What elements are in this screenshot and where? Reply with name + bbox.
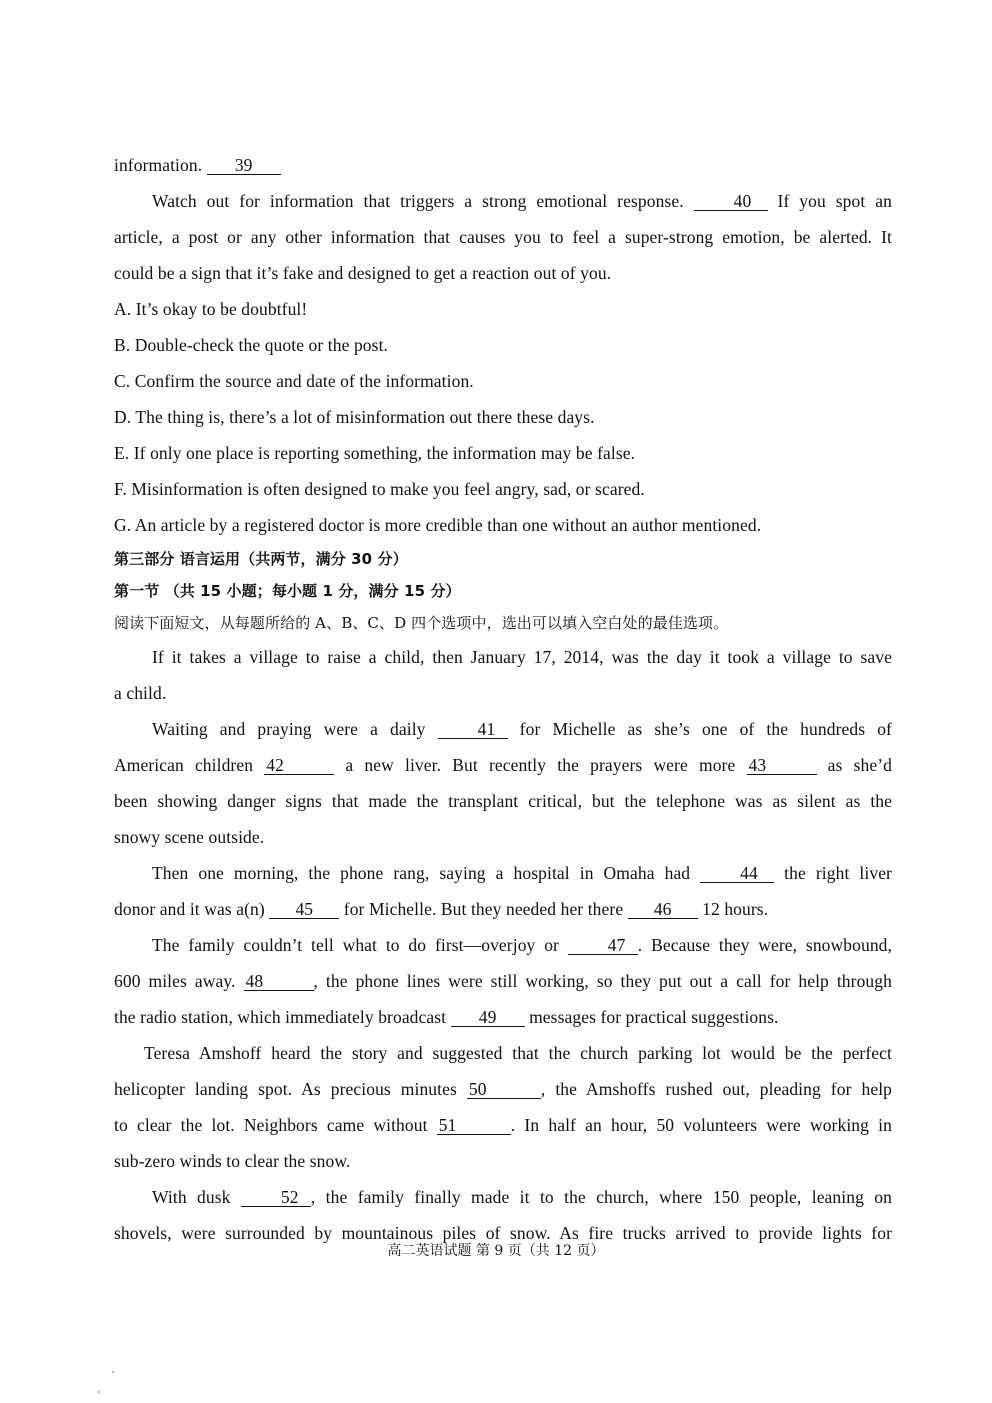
- paragraph-continuation: information. 39: [114, 147, 892, 183]
- cloze-p5-line4: sub-zero winds to clear the snow.: [114, 1151, 351, 1171]
- blank-43: 43: [747, 756, 817, 775]
- blank-51: 51: [437, 1116, 511, 1135]
- document-body: [114, 147, 892, 1251]
- cloze-p3-line2: donor and it was a(n) 45 for Michelle. But they needed her there 46 12 hours.: [114, 899, 769, 919]
- option-f: F. Misinformation is often designed to make you feel angry, sad, or scared.: [114, 479, 645, 499]
- paragraph-40-line3: could be a sign that it’s fake and designed to get a reaction out of you.: [114, 263, 612, 283]
- blank-46: 46: [628, 900, 698, 919]
- option-e: E. If only one place is reporting something, the information may be false.: [114, 443, 636, 463]
- instruction: 阅读下面短文，从每题所给的 A、B、C、D 四个选项中，选出可以填入空白处的最佳选项。: [114, 614, 729, 632]
- blank-45: 45: [269, 900, 339, 919]
- option-a: A. It’s okay to be doubtful!: [114, 299, 308, 319]
- cloze-p2-line2: American children 42 a new liver. But recently the prayers were more 43 as she’d: [114, 755, 892, 775]
- blank-41: 41: [438, 720, 508, 739]
- cloze-p6-line1: With dusk 52 , the family finally made it to the church, where 150 people, leaning on: [152, 1187, 892, 1207]
- blank-50: 50: [467, 1080, 541, 1099]
- cloze-p2-line3: been showing danger signs that made the transplant critical, but the telephone was as silent as the: [114, 791, 892, 811]
- cloze-p4-line3: the radio station, which immediately broadcast 49 messages for practical suggestions.: [114, 1007, 779, 1027]
- section1-title: 第一节 （共 15 小题；每小题 1 分，满分 15 分）: [114, 582, 461, 600]
- option-d: D. The thing is, there’s a lot of misinformation out there these days.: [114, 407, 595, 427]
- paragraph-40: Watch out for information that triggers a strong emotional response. 40 If you spot an: [152, 191, 892, 211]
- cloze-p3-line1: Then one morning, the phone rang, saying a hospital in Omaha had 44 the right liver: [152, 863, 892, 883]
- scan-speck: [98, 1391, 100, 1393]
- cloze-p2-line4: snowy scene outside.: [114, 827, 265, 847]
- option-g: G. An article by a registered doctor is more credible than one without an author mentioned.: [114, 515, 762, 535]
- blank-48: 48: [244, 972, 314, 991]
- blank-44: 44: [700, 864, 774, 883]
- part3-title: 第三部分 语言运用（共两节，满分 30 分）: [114, 550, 408, 568]
- blank-40: 40: [694, 192, 768, 211]
- paragraph-40-line2: article, a post or any other information that causes you to feel a super-strong emotion, be alerted. It: [114, 227, 892, 247]
- blank-39: 39: [207, 156, 281, 175]
- scan-speck: [112, 1371, 114, 1373]
- cloze-p4-line2: 600 miles away. 48 , the phone lines were still working, so they put out a call for help through: [114, 971, 892, 991]
- cloze-p6-line2: shovels, were surrounded by mountainous piles of snow. As fire trucks arrived to provide lights for: [114, 1223, 892, 1243]
- cloze-p5-line3: to clear the lot. Neighbors came without 51 . In half an hour, 50 volunteers were working in: [114, 1115, 892, 1135]
- cloze-p5-line2: helicopter landing spot. As precious minutes 50 , the Amshoffs rushed out, pleading for help: [114, 1079, 892, 1099]
- option-b: B. Double-check the quote or the post.: [114, 335, 389, 355]
- blank-42: 42: [264, 756, 334, 775]
- cloze-p2-line1: Waiting and praying were a daily 41 for Michelle as she’s one of the hundreds of: [152, 719, 892, 739]
- blank-47: 47: [568, 936, 638, 955]
- option-c: C. Confirm the source and date of the information.: [114, 371, 474, 391]
- cloze-p5-line1: Teresa Amshoff heard the story and suggested that the church parking lot would be the perfect: [144, 1043, 892, 1063]
- cloze-p1-line2: a child.: [114, 683, 167, 703]
- cloze-p4-line1: The family couldn’t tell what to do first—overjoy or 47 . Because they were, snowbound,: [152, 935, 892, 955]
- page-footer: 高二英语试题 第 9 页（共 12 页）: [387, 1243, 605, 1259]
- cloze-p1-line1: If it takes a village to raise a child, then January 17, 2014, was the day it took a village to save: [152, 647, 892, 667]
- blank-49: 49: [451, 1008, 525, 1027]
- blank-52: 52: [241, 1188, 311, 1207]
